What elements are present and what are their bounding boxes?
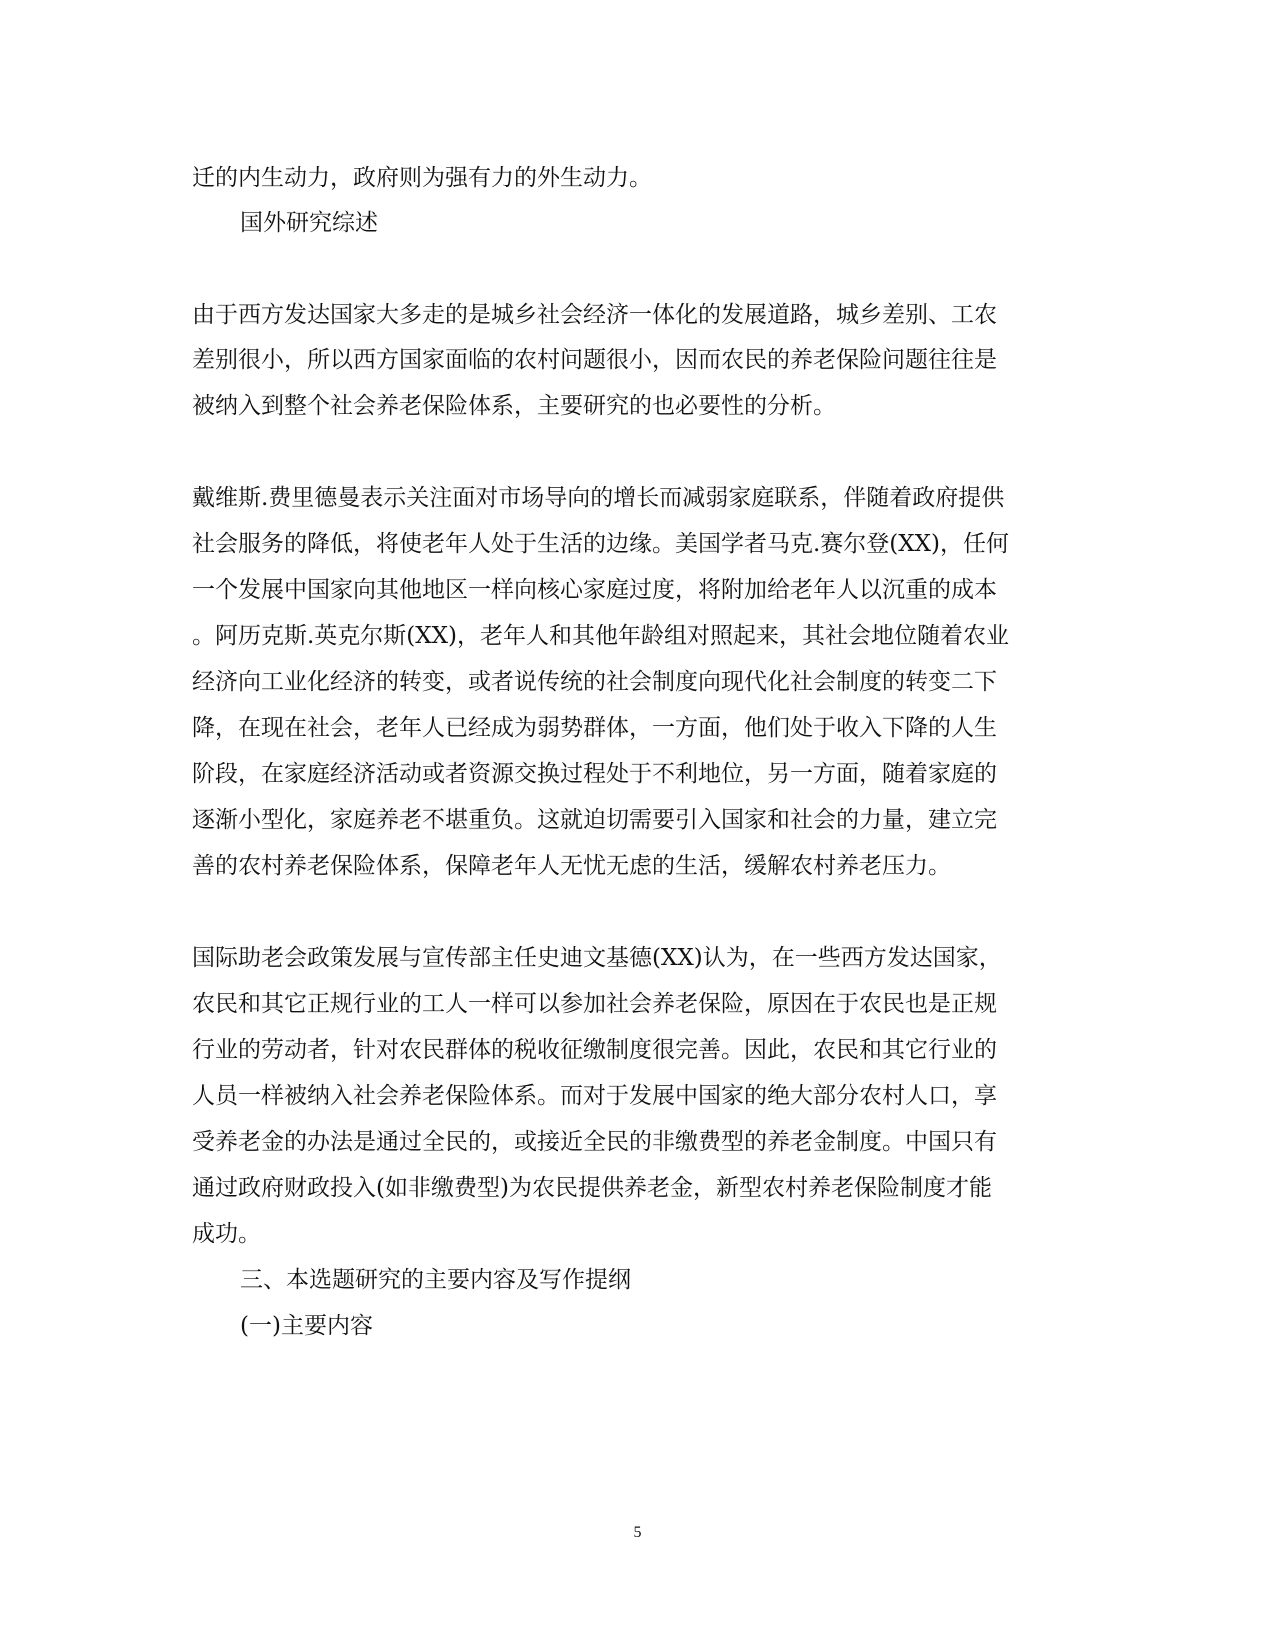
text-line: 人员一样被纳入社会养老保险体系。而对于发展中国家的绝大部分农村人口，享 bbox=[192, 1083, 997, 1109]
text-line: 国际助老会政策发展与宣传部主任史迪文基德(XX)认为，在一些西方发达国家， bbox=[192, 945, 1002, 971]
text-line: 。阿历克斯.英克尔斯(XX)，老年人和其他年龄组对照起来，其社会地位随着农业 bbox=[192, 623, 1010, 649]
page-number: 5 bbox=[633, 1524, 642, 1541]
section-heading-main-content: 三、本选题研究的主要内容及写作提纲 bbox=[240, 1267, 631, 1293]
text-line: 成功。 bbox=[192, 1221, 261, 1247]
text-line: 戴维斯.费里德曼表示关注面对市场导向的增长而减弱家庭联系，伴随着政府提供 bbox=[192, 485, 1005, 511]
text-line: 由于西方发达国家大多走的是城乡社会经济一体化的发展道路，城乡差别、工农 bbox=[192, 302, 997, 328]
text-line: 农民和其它正规行业的工人一样可以参加社会养老保险，原因在于农民也是正规 bbox=[192, 991, 997, 1017]
text-line: 通过政府财政投入(如非缴费型)为农民提供养老金，新型农村养老保险制度才能 bbox=[192, 1175, 992, 1201]
text-line: 善的农村养老保险体系，保障老年人无忧无虑的生活，缓解农村养老压力。 bbox=[192, 853, 951, 879]
text-line: 受养老金的办法是通过全民的，或接近全民的非缴费型的养老金制度。中国只有 bbox=[192, 1129, 997, 1155]
text-line: 经济向工业化经济的转变，或者说传统的社会制度向现代化社会制度的转变二下 bbox=[192, 669, 997, 695]
text-line: 阶段，在家庭经济活动或者资源交换过程处于不利地位，另一方面，随着家庭的 bbox=[192, 761, 997, 787]
text-line: 一个发展中国家向其他地区一样向核心家庭过度，将附加给老年人以沉重的成本 bbox=[192, 577, 997, 603]
section-heading-foreign-research: 国外研究综述 bbox=[240, 210, 378, 236]
subsection-heading: (一)主要内容 bbox=[240, 1313, 373, 1339]
text-line: 行业的劳动者，针对农民群体的税收征缴制度很完善。因此，农民和其它行业的 bbox=[192, 1037, 997, 1063]
text-line: 迁的内生动力，政府则为强有力的外生动力。 bbox=[192, 165, 652, 191]
text-line: 被纳入到整个社会养老保险体系，主要研究的也必要性的分析。 bbox=[192, 393, 836, 419]
text-line: 逐渐小型化，家庭养老不堪重负。这就迫切需要引入国家和社会的力量，建立完 bbox=[192, 807, 997, 833]
text-line: 社会服务的降低，将使老年人处于生活的边缘。美国学者马克.赛尔登(XX)，任何 bbox=[192, 531, 1010, 557]
text-line: 降，在现在社会，老年人已经成为弱势群体，一方面，他们处于收入下降的人生 bbox=[192, 715, 997, 741]
text-line: 差别很小，所以西方国家面临的农村问题很小，因而农民的养老保险问题往往是 bbox=[192, 347, 997, 373]
